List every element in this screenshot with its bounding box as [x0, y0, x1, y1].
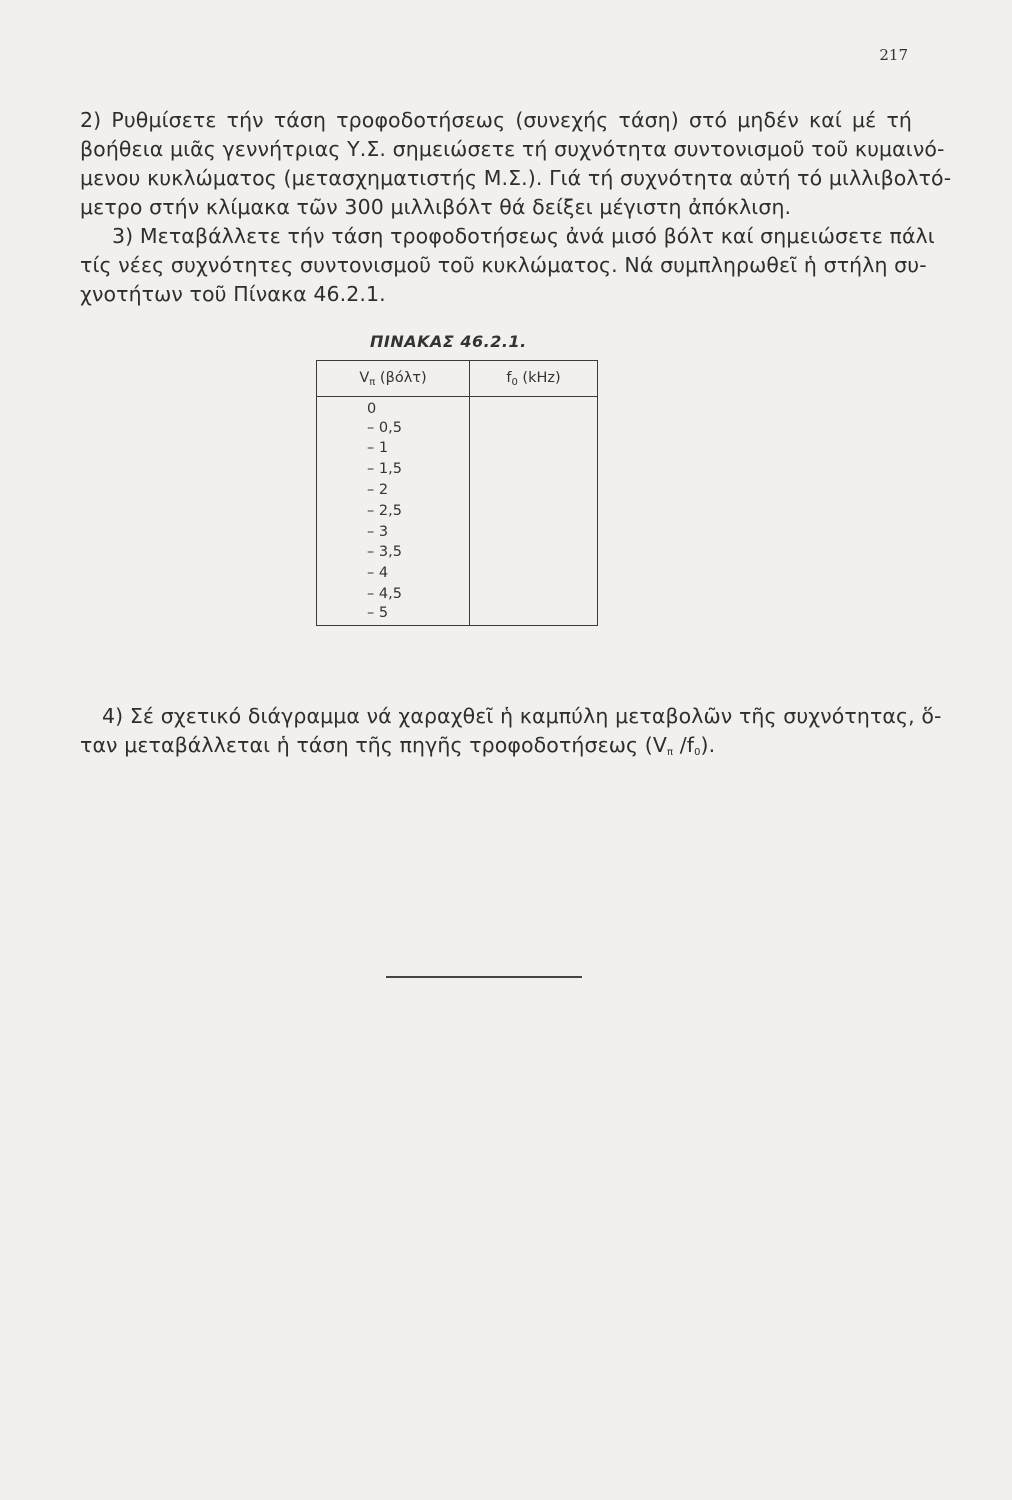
voltage-cell: – 2,5 [317, 500, 470, 521]
step-3-line: τίς νέες συχνότητες συντονισμοῦ τοῦ κυκλώματος. Νά συμπληρωθεῖ ἡ στήλη συ- [80, 253, 927, 277]
table-row [317, 542, 598, 563]
voltage-cell: – 4 [317, 563, 470, 584]
table-row [317, 500, 598, 521]
table-caption: ΠΙΝΑΚΑΣ 46.2.1. [370, 332, 527, 351]
voltage-cell: – 1,5 [317, 459, 470, 480]
frequency-cell [470, 397, 598, 418]
column-header-voltage-subscript: π [369, 376, 376, 388]
table-row [317, 604, 598, 625]
column-header-frequency-subscript: 0 [511, 376, 518, 388]
column-header-voltage-label: V [359, 369, 370, 386]
table-row [317, 563, 598, 584]
voltage-cell: – 1 [317, 438, 470, 459]
table-row [317, 397, 598, 418]
frequency-cell [470, 542, 598, 563]
table-row [317, 521, 598, 542]
step-2-paragraph [80, 106, 952, 222]
frequency-subscript: 0 [694, 747, 701, 758]
step-4-line-text: /f [673, 733, 695, 757]
table-row [317, 417, 598, 438]
step-3-line: 3) Μεταβάλλετε τήν τάση τροφοδοτήσεως ἀνά μισό βόλτ καί σημειώσετε πάλι [112, 224, 935, 248]
voltage-cell: – 0,5 [317, 417, 470, 438]
column-header-frequency-unit: (kHz) [522, 369, 561, 386]
table-row [317, 438, 598, 459]
voltage-subscript: π [667, 747, 674, 758]
page-number: 217 [879, 46, 908, 64]
table-row [317, 480, 598, 501]
step-4-line-text: ). [700, 733, 716, 757]
frequency-cell [470, 604, 598, 625]
voltage-frequency-table [316, 360, 598, 626]
frequency-cell [470, 521, 598, 542]
step-4-paragraph [80, 702, 942, 767]
frequency-cell [470, 480, 598, 501]
voltage-cell: – 4,5 [317, 584, 470, 605]
table-header-row [317, 361, 598, 397]
frequency-cell [470, 500, 598, 521]
voltage-cell: – 2 [317, 480, 470, 501]
voltage-cell: 0 [317, 397, 470, 418]
column-header-frequency-label: f [506, 369, 512, 386]
end-of-section-rule [386, 976, 582, 978]
step-2-line: μενου κυκλώματος (μετασχηματιστής Μ.Σ.). Γιά τή συχνότητα αὐτή τό μιλλιβολτό- [80, 166, 952, 190]
frequency-cell [470, 459, 598, 480]
step-2-line: 2) Ρυθμίσετε τήν τάση τροφοδοτήσεως (συνεχής τάση) στό μηδέν καί μέ τή [80, 108, 912, 132]
column-header-frequency [470, 361, 598, 397]
voltage-cell: – 3,5 [317, 542, 470, 563]
table-row [317, 459, 598, 480]
column-header-voltage-unit: (βόλτ) [379, 369, 427, 386]
step-3-line: χνοτήτων τοῦ Πίνακα 46.2.1. [80, 282, 386, 306]
step-2-line: μετρο στήν κλίμακα τῶν 300 μιλλιβόλτ θά δείξει μέγιστη ἀπόκλιση. [80, 195, 792, 219]
voltage-cell: – 3 [317, 521, 470, 542]
voltage-cell: – 5 [317, 604, 470, 625]
frequency-cell [470, 438, 598, 459]
table-row [317, 584, 598, 605]
frequency-cell [470, 417, 598, 438]
frequency-cell [470, 584, 598, 605]
step-2-line: βοήθεια μιᾶς γεννήτριας Υ.Σ. σημειώσετε τή συχνότητα συντονισμοῦ τοῦ κυμαινό- [80, 137, 945, 161]
step-4-line: 4) Σέ σχετικό διάγραμμα νά χαραχθεῖ ἡ καμπύλη μεταβολῶν τῆς συχνότητας, ὅ- [102, 704, 942, 728]
step-4-line [80, 731, 912, 767]
step-4-line-text: ταν μεταβάλλεται ἡ τάση τῆς πηγῆς τροφοδοτήσεως (V [80, 733, 667, 757]
frequency-cell [470, 563, 598, 584]
column-header-voltage [317, 361, 470, 397]
step-3-paragraph [80, 222, 935, 309]
